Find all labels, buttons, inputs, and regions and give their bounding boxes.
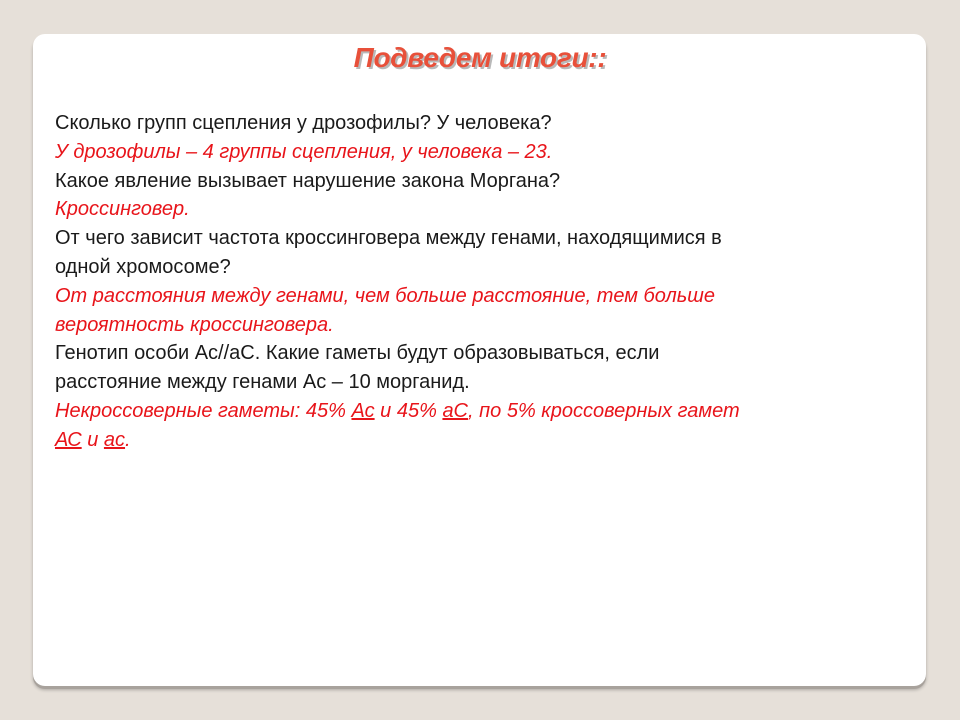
slide-content (55, 109, 915, 455)
answer-4-line-2 (55, 426, 915, 455)
question-4-line-2: расстояние между генами Ас – 10 морганид. (55, 371, 470, 394)
answer-4-suffix: . (125, 428, 131, 451)
question-2: Какое явление вызывает нарушение закона Моргана? (55, 169, 561, 192)
slide-title: Подведем итоги:: (353, 42, 607, 73)
answer-2: Кроссинговер. (55, 198, 190, 221)
answer-3-line-2: вероятность кроссинговера. (55, 313, 334, 336)
gamete-ac: ас (103, 428, 126, 451)
answer-4-mid-1: и 45% (374, 399, 443, 422)
question-1: Сколько групп сцепления у дрозофилы? У человека? (55, 112, 552, 134)
gamete-aC: аС (442, 399, 469, 422)
answer-3-line-1: От расстояния между генами, чем больше расстояние, тем больше (55, 284, 716, 307)
gamete-AC: АС (55, 428, 82, 451)
question-3-line-1: От чего зависит частота кроссинговера между генами, находящимися в (55, 227, 722, 250)
question-4-line-1: Генотип особи Ас//аС. Какие гаметы будут образовываться, если (55, 342, 660, 365)
answer-4-line-1 (55, 397, 915, 426)
answer-4-prefix: Некроссоверные гаметы: 45% (55, 399, 352, 422)
answer-1: У дрозофилы – 4 группы сцепления, у человека – 23. (55, 140, 553, 163)
question-3-line-2: одной хромосоме? (55, 255, 231, 278)
answer-4-mid-2: , по 5% кроссоверных гамет (468, 399, 740, 422)
gamete-Ac: Ас (351, 399, 375, 422)
answer-4-mid-3: и (81, 428, 104, 451)
